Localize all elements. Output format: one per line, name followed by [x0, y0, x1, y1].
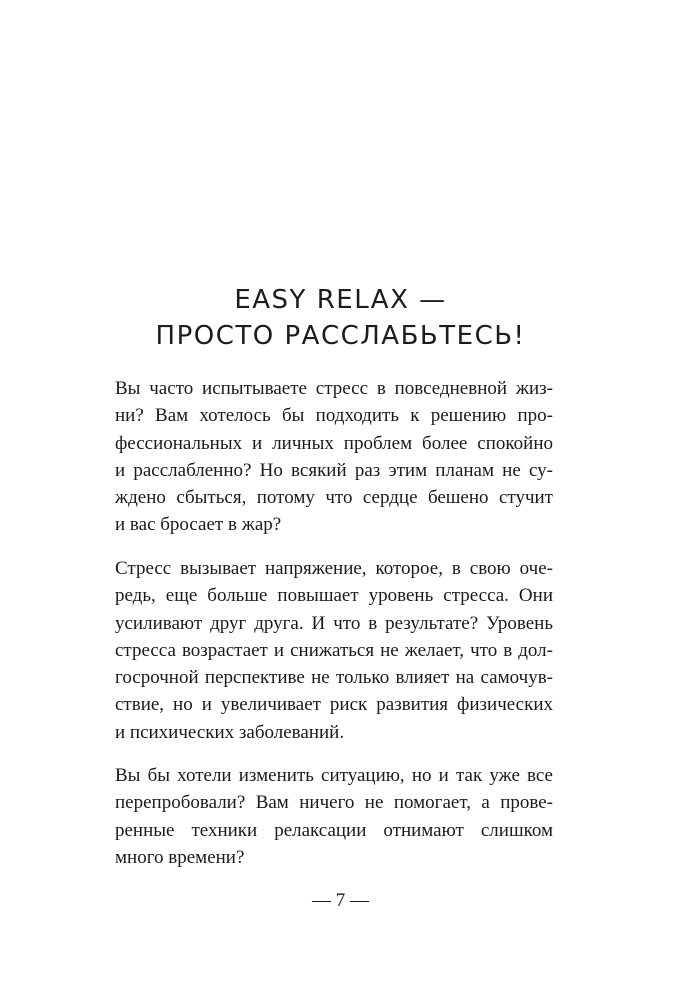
paragraph-line: ренные техники релаксации отнимают слишком [115, 819, 553, 841]
paragraph-line: ствие, но и увеличивает риск развития физических [115, 694, 553, 716]
paragraph-line: Стресс вызывает напряжение, которое, в свою оче- [115, 558, 553, 579]
paragraph-line: и психических заболеваний. [115, 721, 345, 743]
chapter-heading-line-1: EASY RELAX — [234, 285, 447, 315]
paragraph-line: ни? Вам хотелось бы подходить к решению про- [115, 405, 553, 427]
page-number: — 7 — [312, 890, 369, 911]
paragraph-line: фессиональных и личных проблем более спокойно [115, 432, 553, 454]
paragraph-line: усиливают друг друга. И что в результате? Уровень [115, 612, 553, 634]
chapter-heading [0, 282, 681, 354]
paragraph-line: редь, еще больше повышает уровень стресса. Они [115, 585, 553, 607]
paragraph-line: госрочной перспективе не только влияет на самочув- [115, 667, 553, 689]
paragraph-3 [115, 762, 553, 871]
paragraph-1 [115, 375, 553, 539]
paragraph-line: стресса возрастает и снижаться не желает, что в дол- [115, 639, 553, 661]
paragraph-line: ждено сбыться, потому что сердце бешено стучит [115, 487, 553, 509]
paragraph-line: перепробовали? Вам ничего не помогает, а прове- [115, 792, 553, 814]
paragraph-line: много времени? [115, 846, 245, 868]
paragraph-2 [115, 555, 553, 746]
paragraph-line: Вы часто испытываете стресс в повседневной жиз- [115, 378, 553, 399]
paragraph-line: и расслабленно? Но всякий раз этим планам не су- [115, 459, 553, 481]
paragraph-line: Вы бы хотели изменить ситуацию, но и так уже все [115, 765, 553, 786]
chapter-heading-line-2: ПРОСТО РАССЛАБЬТЕСЬ! [155, 321, 526, 351]
paragraph-line: и вас бросает в жар? [115, 514, 282, 536]
